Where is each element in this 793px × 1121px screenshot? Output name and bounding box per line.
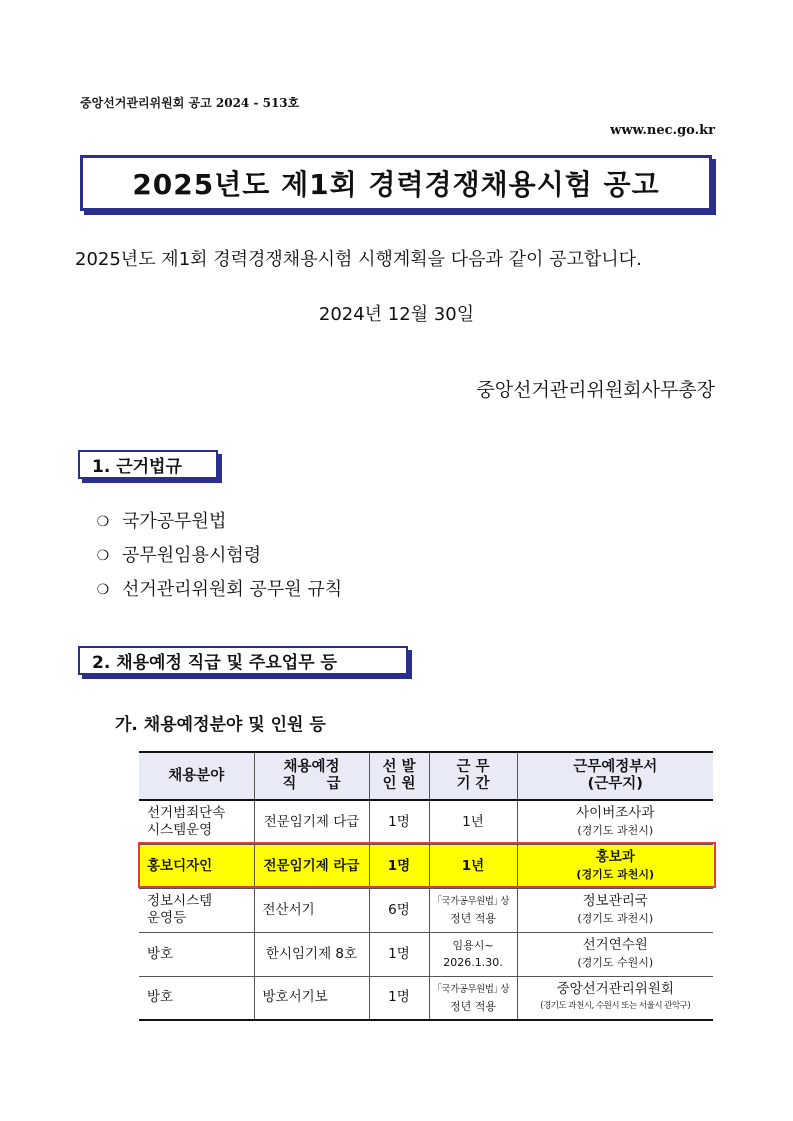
cell-count: 1명 bbox=[369, 976, 429, 1020]
cell-field: 홍보디자인 bbox=[139, 844, 254, 888]
cell-field: 방호 bbox=[139, 932, 254, 976]
title-box bbox=[80, 155, 712, 211]
cell-count: 1명 bbox=[369, 800, 429, 844]
cell-rank: 전문임기제 라급 bbox=[254, 844, 369, 888]
cell-field: 선거범죄단속 시스템운영 bbox=[139, 800, 254, 844]
list-item-text: 공무원임용시험령 bbox=[122, 545, 262, 566]
intro-text: 2025년도 제1회 경력경쟁채용시험 시행계획을 다음과 같이 공고합니다. bbox=[75, 249, 642, 270]
cell-rank: 한시임기제 8호 bbox=[254, 932, 369, 976]
website-url[interactable]: www.nec.go.kr bbox=[610, 123, 715, 138]
cell-field: 방호 bbox=[139, 976, 254, 1020]
header-count: 선 발 인 원 bbox=[369, 752, 429, 800]
issuer: 중앙선거관리위원회사무총장 bbox=[476, 379, 715, 401]
circle-bullet-icon: ❍ bbox=[96, 548, 110, 564]
list-item-text: 국가공무원법 bbox=[122, 511, 227, 532]
list-item bbox=[96, 539, 342, 573]
cell-dept: 홍보과 (경기도 과천시) bbox=[517, 844, 713, 888]
cell-dept: 선거연수원 (경기도 수원시) bbox=[517, 932, 713, 976]
cell-count: 1명 bbox=[369, 844, 429, 888]
header-period: 근 무 기 간 bbox=[429, 752, 517, 800]
header-dept: 근무예정부서 (근무지) bbox=[517, 752, 713, 800]
cell-dept: 정보관리국 (경기도 과천시) bbox=[517, 888, 713, 932]
cell-rank: 방호서기보 bbox=[254, 976, 369, 1020]
cell-dept: 중앙선거관리위원회 (경기도 과천시, 수원시 또는 서울시 관악구) bbox=[517, 976, 713, 1020]
list-item bbox=[96, 573, 342, 607]
legal-basis-list bbox=[96, 505, 342, 607]
header-rank: 채용예정 직 급 bbox=[254, 752, 369, 800]
announcement-date: 2024년 12월 30일 bbox=[318, 304, 475, 325]
cell-count: 1명 bbox=[369, 932, 429, 976]
circle-bullet-icon: ❍ bbox=[96, 514, 110, 530]
cell-period: ｢국가공무원법｣ 상 정년 적용 bbox=[429, 888, 517, 932]
section-2-heading: 2. 채용예정 직급 및 주요업무 등 bbox=[78, 646, 408, 675]
page-title: 2025년도 제1회 경력경쟁채용시험 공고 bbox=[132, 168, 660, 201]
cell-period: ｢국가공무원법｣ 상 정년 적용 bbox=[429, 976, 517, 1020]
list-item bbox=[96, 505, 342, 539]
cell-period: 1년 bbox=[429, 800, 517, 844]
table-row-highlighted bbox=[139, 844, 713, 888]
table-row bbox=[139, 888, 713, 932]
table-row bbox=[139, 800, 713, 844]
subsection-heading: 가. 채용예정분야 및 인원 등 bbox=[115, 715, 326, 735]
cell-field: 정보시스템 운영등 bbox=[139, 888, 254, 932]
cell-dept: 사이버조사과 (경기도 과천시) bbox=[517, 800, 713, 844]
list-item-text: 선거관리위원회 공무원 규칙 bbox=[122, 579, 343, 600]
cell-count: 6명 bbox=[369, 888, 429, 932]
cell-period: 1년 bbox=[429, 844, 517, 888]
table-header-row bbox=[139, 752, 713, 800]
notice-number: 중앙선거관리위원회 공고 2024 - 513호 bbox=[80, 96, 300, 110]
cell-rank: 전문임기제 다급 bbox=[254, 800, 369, 844]
table-row bbox=[139, 932, 713, 976]
header-field: 채용분야 bbox=[139, 752, 254, 800]
table-row bbox=[139, 976, 713, 1020]
section-1-heading: 1. 근거법규 bbox=[78, 450, 218, 479]
recruitment-table bbox=[139, 751, 713, 1021]
cell-rank: 전산서기 bbox=[254, 888, 369, 932]
cell-period: 임용시~ 2026.1.30. bbox=[429, 932, 517, 976]
circle-bullet-icon: ❍ bbox=[96, 582, 110, 598]
